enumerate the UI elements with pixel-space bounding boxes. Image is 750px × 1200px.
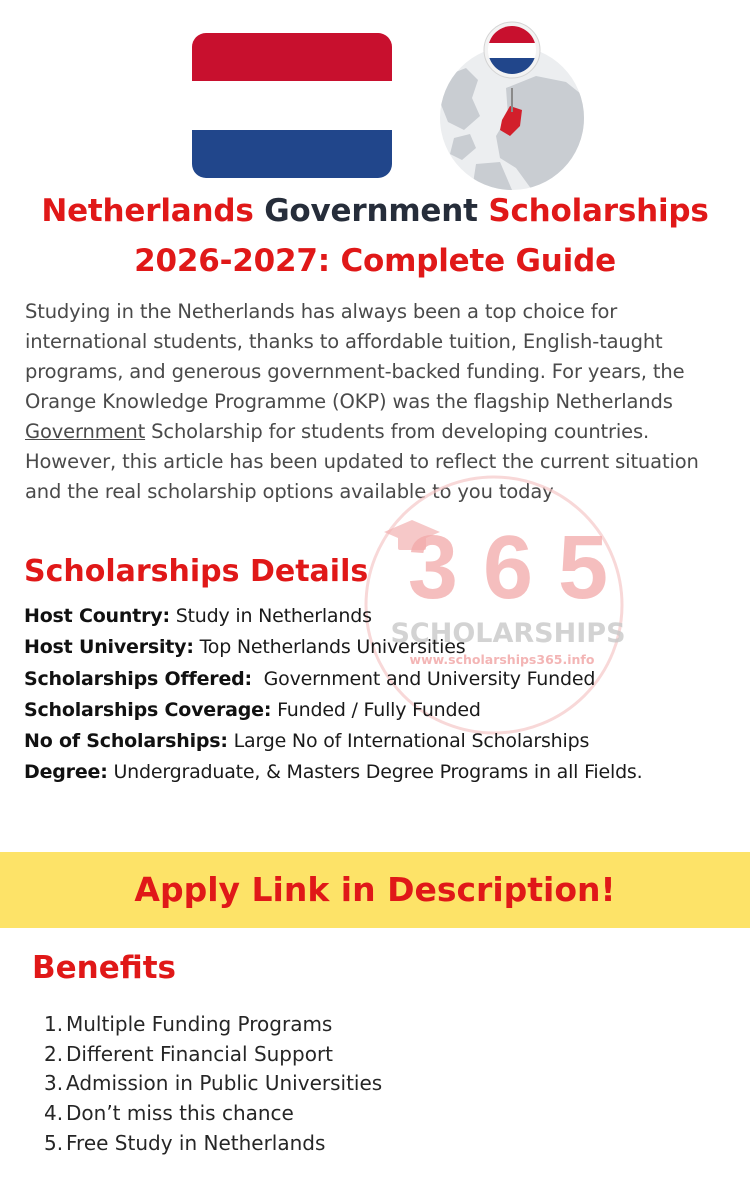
list-text: Multiple Funding Programs [66, 1012, 333, 1036]
detail-value: Study in Netherlands [169, 605, 372, 627]
detail-scholarships-coverage [24, 695, 734, 726]
detail-label: Scholarships Coverage: [24, 698, 272, 721]
detail-host-university [24, 632, 734, 663]
list-item [44, 1129, 382, 1159]
benefits-heading: Benefits [32, 950, 176, 986]
watermark-url: www.scholarships365.info [409, 652, 595, 667]
title-subtitle: 2026-2027: Complete Guide [134, 243, 616, 279]
detail-value: Large No of International Scholarships [227, 730, 590, 753]
intro-text-start: Studying in the Netherlands has always been a top choice for international students, thanks to affordable tuition, English-taught programs, and generous government-backed funding. For years, the Orange Knowledge Programme (OKP) was the flagship Netherlands [25, 300, 685, 413]
list-item [44, 1040, 382, 1070]
detail-value: Government and University Funded [251, 667, 596, 690]
list-item [44, 1099, 382, 1129]
title-government: Government [264, 193, 478, 229]
benefits-list [44, 1010, 382, 1159]
detail-label: No of Scholarships: [24, 730, 228, 753]
list-text: Free Study in Netherlands [66, 1130, 326, 1155]
title-netherlands: Netherlands [41, 193, 254, 229]
details-list [24, 601, 734, 789]
government-link[interactable]: Government [25, 420, 146, 443]
detail-value: Undergraduate, & Masters Degree Programs in all Fields. [107, 761, 643, 784]
list-number: 3. [44, 1071, 64, 1096]
list-number: 5. [44, 1130, 64, 1155]
apply-banner [0, 852, 750, 928]
detail-label: Degree: [24, 761, 108, 784]
watermark-number: 3 6 5 [407, 518, 609, 618]
page-title [0, 186, 750, 286]
details-heading: Scholarships Details [24, 554, 369, 589]
watermark-brand: SCHOLARSHIPS [390, 618, 626, 649]
detail-degree [24, 757, 734, 788]
detail-label: Host Country: [24, 605, 170, 627]
list-number: 2. [44, 1041, 64, 1066]
title-scholarships: Scholarships [488, 193, 709, 229]
list-number: 4. [44, 1101, 64, 1126]
apply-banner-text: Apply Link in Description! [134, 870, 616, 909]
detail-value: Top Netherlands Universities [193, 636, 466, 659]
list-item [44, 1010, 382, 1040]
intro-text-end: Scholarship for students from developing countries. However, this article has been updated to reflect the current situation and the real scholarship options available to you today [25, 420, 699, 503]
list-number: 1. [44, 1012, 64, 1036]
detail-value: Funded / Fully Funded [271, 698, 481, 721]
netherlands-flag-icon [192, 33, 392, 178]
detail-label: Scholarships Offered: [24, 667, 252, 690]
europe-map-pin-icon [436, 18, 588, 190]
list-text: Different Financial Support [66, 1041, 334, 1066]
detail-label: Host University: [24, 636, 194, 659]
detail-host-country [24, 601, 734, 632]
list-text: Admission in Public Universities [66, 1071, 383, 1096]
detail-number-of-scholarships [24, 726, 734, 757]
list-text: Don’t miss this chance [66, 1101, 294, 1126]
detail-scholarships-offered [24, 664, 734, 695]
list-item [44, 1069, 382, 1099]
